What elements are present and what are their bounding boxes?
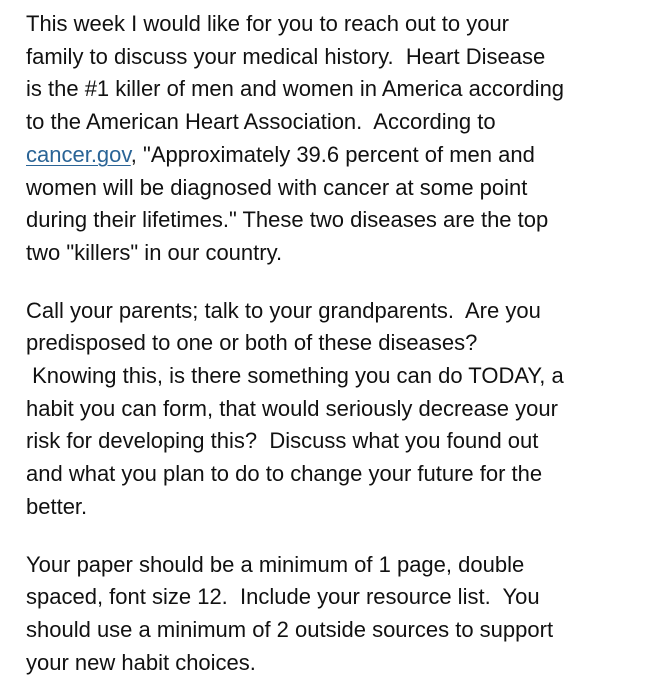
text-line: Call your parents; talk to your grandparents. Are you [26,297,541,323]
text-line: two "killers" in our country. [26,239,283,265]
text-line: spaced, font size 12. Include your resource list. You [26,584,540,610]
text-line: is the #1 killer of men and women in America according [26,76,565,102]
text-line: should use a minimum of 2 outside sources to support [26,616,554,642]
text-line: risk for developing this? Discuss what you found out [26,428,539,454]
text-line: to the American Heart Association. According to [26,109,496,135]
cancer-gov-link[interactable]: cancer.gov [26,141,131,167]
text-line: women will be diagnosed with cancer at some point [26,174,528,200]
paragraph-intro [26,8,666,270]
text-line: and what you plan to do to change your future for the [26,461,543,487]
text-line: habit you can form, that would seriously decrease your [26,395,558,421]
text-line: Knowing this, is there something you can do TODAY, a [26,363,564,389]
text-line-rest: , "Approximately 39.6 percent of men and [130,141,535,167]
text-line: your new habit choices. [26,649,256,675]
text-line: Your paper should be a minimum of 1 page, double [26,551,525,577]
text-line: better. [26,493,88,519]
paragraph-requirements [26,549,666,680]
text-line: predisposed to one or both of these diseases? [26,330,478,356]
text-line: family to discuss your medical history. Heart Disease [26,43,546,69]
assignment-text [26,8,666,679]
text-line-with-link [26,139,666,172]
text-line: during their lifetimes." These two diseases are the top [26,207,549,233]
text-line: This week I would like for you to reach out to your [26,11,510,36]
paragraph-family-history [26,295,666,524]
